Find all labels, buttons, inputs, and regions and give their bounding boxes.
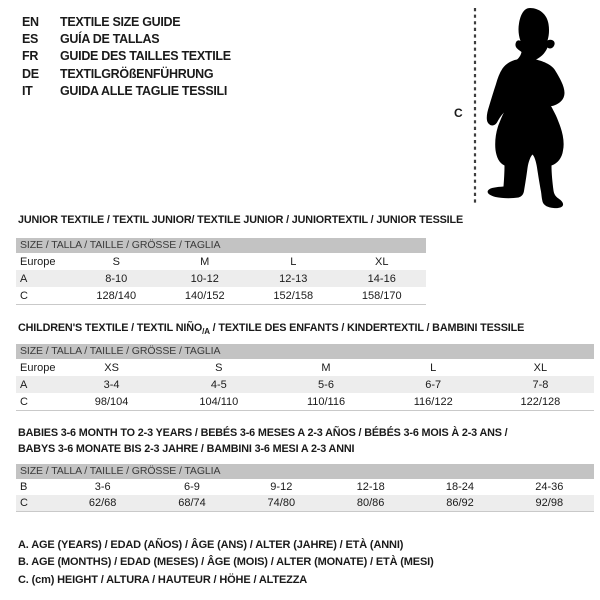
value-cell: M [321, 361, 331, 374]
language-row [22, 13, 231, 30]
language-title: GUIDE DES TAILLES TEXTILE [60, 49, 231, 64]
value-cell: XL [533, 361, 548, 374]
row-label: Europe [20, 361, 56, 374]
size-header-bar: SIZE / TALLA / TAILLE / GRÖSSE / TAGLIA [16, 344, 594, 359]
row-label: Europe [20, 255, 56, 268]
language-code: DE [22, 66, 39, 81]
legend-line: C. (cm) HEIGHT / ALTURA / HAUTEUR / HÖHE / ALTEZZA [18, 573, 308, 586]
value-cell: 7-8 [532, 378, 549, 391]
value-cell: 158/170 [361, 289, 402, 302]
row-label: C [20, 497, 28, 509]
table-row [16, 359, 594, 376]
junior-table-title: JUNIOR TEXTILE / TEXTIL JUNIOR/ TEXTILE JUNIOR / JUNIORTEXTIL / JUNIOR TESSILE [18, 214, 464, 226]
value-cell: M [200, 255, 210, 268]
value-cell: L [430, 361, 437, 374]
value-cell: 128/140 [96, 289, 137, 302]
language-row [22, 30, 231, 47]
babies-table-title [18, 426, 590, 457]
title-subscript: /A [202, 327, 210, 337]
size-header-bar: SIZE / TALLA / TAILLE / GRÖSSE / TAGLIA [16, 464, 594, 479]
value-cell: 14-16 [367, 272, 396, 285]
value-cell: 80/86 [356, 497, 385, 509]
row-label: B [20, 481, 28, 493]
value-cell: 4-5 [210, 378, 227, 391]
value-cell: 12-13 [279, 272, 308, 285]
value-cell: 104/110 [199, 395, 239, 408]
table-row [16, 393, 594, 410]
row-label: C [20, 395, 28, 408]
value-cell: 5-6 [318, 378, 334, 391]
value-cell: 62/68 [88, 497, 117, 509]
value-cell: 8-10 [105, 272, 128, 285]
language-code: IT [22, 83, 33, 98]
legend-line: A. AGE (YEARS) / EDAD (AÑOS) / ÂGE (ANS) / ALTER (JAHRE) / ETÀ (ANNI) [18, 538, 404, 551]
toddler-silhouette-icon [472, 4, 582, 210]
language-row [22, 48, 231, 65]
size-header-bar: SIZE / TALLA / TAILLE / GRÖSSE / TAGLIA [16, 238, 426, 253]
value-cell: 140/152 [184, 289, 225, 302]
language-title: GUÍA DE TALLAS [60, 31, 160, 46]
value-cell: S [112, 255, 120, 268]
language-header [22, 13, 231, 99]
value-cell: 9-12 [270, 481, 293, 493]
value-cell: 68/74 [178, 497, 206, 509]
value-cell: 3-6 [94, 481, 111, 493]
value-cell: 6-7 [425, 378, 442, 391]
row-label: C [20, 289, 28, 302]
value-cell: 116/122 [413, 395, 453, 408]
value-cell: L [290, 255, 297, 268]
value-cell: 10-12 [190, 272, 219, 285]
junior-size-table [16, 238, 426, 305]
table-row [16, 376, 594, 393]
measure-legend [18, 536, 434, 589]
value-cell: XS [104, 361, 119, 374]
value-cell: 152/158 [273, 289, 314, 302]
table-row [16, 495, 594, 511]
language-code: FR [22, 49, 39, 64]
row-label: A [20, 378, 28, 391]
children-size-table [16, 344, 594, 411]
value-cell: 3-4 [103, 378, 120, 391]
table-row [16, 287, 426, 304]
table-row [16, 479, 594, 495]
language-code: EN [22, 14, 39, 29]
title-line: BABIES 3-6 MONTH TO 2-3 YEARS / BEBÉS 3-6 MESES A 2-3 AÑOS / BÉBÉS 3-6 MOIS À 2-3 ANS / [18, 427, 508, 439]
table-row [16, 253, 426, 270]
value-cell: XL [375, 255, 389, 268]
value-cell: 6-9 [184, 481, 200, 493]
language-title: GUIDA ALLE TAGLIE TESSILI [60, 83, 228, 98]
value-cell: 122/128 [520, 395, 561, 408]
value-cell: 98/104 [94, 395, 129, 408]
value-cell: 24-36 [535, 481, 564, 493]
children-table-title [18, 321, 524, 340]
language-title: TEXTILE SIZE GUIDE [60, 14, 181, 29]
table-row [16, 270, 426, 287]
row-label: A [20, 272, 28, 285]
language-row [22, 82, 231, 99]
measure-c-label: C [454, 106, 463, 120]
title-text: CHILDREN'S TEXTILE / TEXTIL NIÑO [18, 322, 203, 334]
value-cell: S [215, 361, 223, 374]
babies-size-table [16, 464, 594, 512]
value-cell: 18-24 [445, 481, 475, 493]
title-line: BABYS 3-6 MONATE BIS 2-3 JAHRE / BAMBINI 3-6 MESI A 2-3 ANNI [18, 442, 355, 455]
value-cell: 74/80 [267, 497, 296, 509]
language-title: TEXTILGRÖßENFÜHRUNG [60, 66, 214, 81]
value-cell: 12-18 [356, 481, 385, 493]
language-row [22, 65, 231, 82]
value-cell: 86/92 [446, 497, 474, 509]
language-code: ES [22, 31, 39, 46]
value-cell: 92/98 [535, 497, 564, 509]
title-text: / TEXTILE DES ENFANTS / KINDERTEXTIL / BAMBINI TESSILE [209, 322, 525, 334]
value-cell: 110/116 [306, 395, 346, 408]
legend-line: B. AGE (MONTHS) / EDAD (MESES) / ÂGE (MOIS) / ALTER (MONATE) / ETÀ (MESI) [18, 556, 434, 569]
